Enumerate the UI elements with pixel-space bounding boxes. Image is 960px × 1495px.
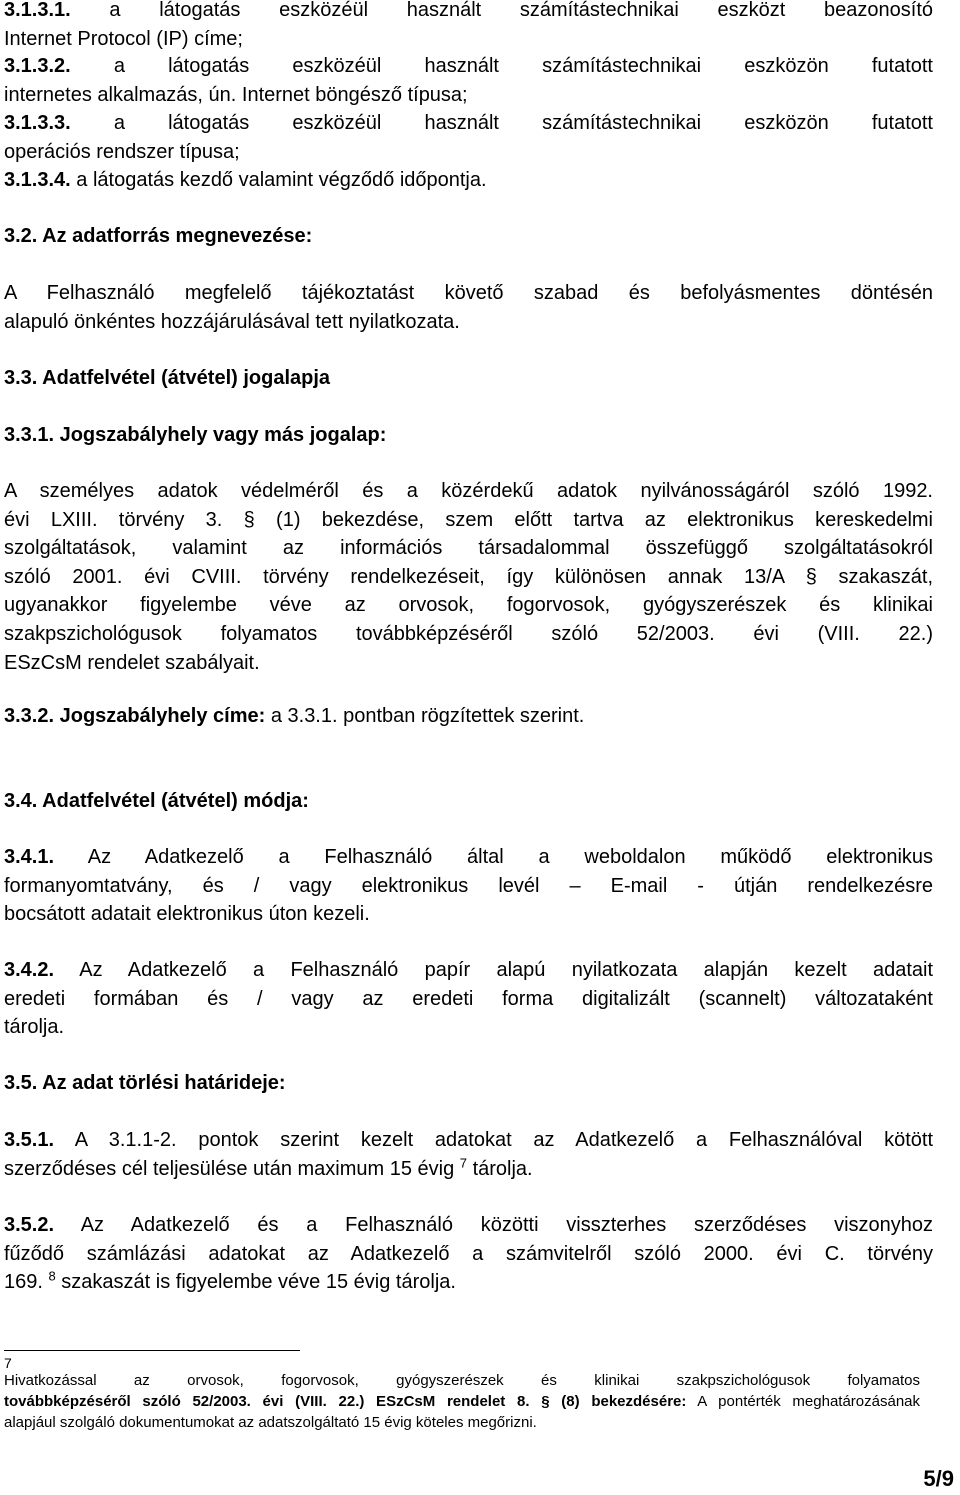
item-number: 3.1.3.2. bbox=[4, 55, 71, 77]
footnote-line: A pontérték meghatározásának bbox=[697, 1393, 921, 1410]
section-heading-3-4: 3.4. Adatfelvétel (átvétel) módja: bbox=[4, 790, 309, 812]
item-label: Jogszabályhely címe: bbox=[59, 705, 266, 727]
footnote-7 bbox=[4, 1356, 920, 1433]
paragraph-line: szóló 2001. évi CVIII. törvény rendelkezéseit, így különösen annak 13/A § szakaszát, bbox=[4, 565, 933, 588]
item-number: 3.3.2. bbox=[4, 705, 55, 727]
section-heading-3-3-1: 3.3.1. Jogszabályhely vagy más jogalap: bbox=[4, 424, 387, 446]
paragraph-line: ugyanakkor figyelembe véve az orvosok, fogorvosok, gyógyszerészek és klinikai bbox=[4, 594, 933, 617]
section-heading-3-5: 3.5. Az adat törlési határideje: bbox=[4, 1072, 286, 1094]
paragraph-3-2 bbox=[4, 279, 933, 336]
section-heading-3-2: 3.2. Az adatforrás megnevezése: bbox=[4, 225, 313, 247]
footnote-ref-7[interactable]: 7 bbox=[459, 1154, 468, 1170]
list-item-3-1-3-2 bbox=[4, 52, 933, 109]
footnote-ref-8[interactable]: 8 bbox=[48, 1268, 56, 1284]
paragraph-3-3-1 bbox=[4, 477, 933, 677]
item-number: 3.4.1. bbox=[4, 846, 55, 868]
footnote-separator bbox=[4, 1350, 300, 1351]
paragraph-line: A Felhasználó megfelelő tájékoztatást követő szabad és befolyásmentes döntésén bbox=[4, 282, 933, 304]
paragraph-line: szakpszichológusok folyamatos továbbképzéséről szóló 52/2003. évi (VIII. 22.) bbox=[4, 622, 933, 645]
footnote-number: 7 bbox=[4, 1355, 12, 1371]
section-heading-3-3: 3.3. Adatfelvétel (átvétel) jogalapja bbox=[4, 367, 331, 389]
paragraph-line: Az Adatkezelő a Felhasználó által a weboldalon működő elektronikus bbox=[87, 846, 934, 868]
paragraph-line: évi LXIII. törvény 3. § (1) bekezdése, szem előtt tartva az elektronikus kereskedelmi bbox=[4, 508, 933, 531]
paragraph-line: A 3.1.1-2. pontok szerint kezelt adatokat az Adatkezelő a Felhasználóval kötött bbox=[74, 1129, 933, 1151]
paragraph-3-3-2 bbox=[4, 702, 933, 731]
paragraph-line: ESzCsM rendelet szabályait. bbox=[4, 651, 260, 674]
item-text: internetes alkalmazás, ún. Internet böngésző típusa; bbox=[4, 83, 468, 106]
item-number: 3.1.3.1. bbox=[4, 0, 71, 21]
item-text: operációs rendszer típusa; bbox=[4, 140, 240, 163]
paragraph-line: bocsátott adatait elektronikus úton kezeli. bbox=[4, 903, 370, 926]
paragraph-3-5-2 bbox=[4, 1211, 933, 1297]
item-number: 3.1.3.3. bbox=[4, 112, 71, 134]
item-number: 3.5.1. bbox=[4, 1129, 55, 1151]
paragraph-3-5-1 bbox=[4, 1126, 933, 1183]
paragraph-line: Az Adatkezelő és a Felhasználó közötti visszterhes szerződéses viszonyhoz bbox=[80, 1214, 934, 1236]
paragraph-3-4-2 bbox=[4, 956, 933, 1042]
paragraph-line: tárolja. bbox=[4, 1016, 65, 1039]
paragraph-line: szolgáltatások, valamint az információs társadalommal összefüggő szolgáltatásokról bbox=[4, 537, 933, 560]
paragraph-line: formanyomtatvány, és / vagy elektronikus levél – E-mail - útján rendelkezésre bbox=[4, 874, 933, 897]
paragraph-line: A személyes adatok védelméről és a közérdekű adatok nyilvánosságáról szóló 1992. bbox=[4, 480, 933, 502]
item-text: Internet Protocol (IP) címe; bbox=[4, 27, 243, 50]
item-number: 3.4.2. bbox=[4, 959, 55, 981]
paragraph-line: alapuló önkéntes hozzájárulásával tett nyilatkozata. bbox=[4, 310, 460, 333]
paragraph-3-4-1 bbox=[4, 843, 933, 929]
footnote-line: továbbképzéséről szóló 52/2003. évi (VIII. 22.) ESzCsM rendelet 8. § (8) bekezdésére: bbox=[4, 1393, 687, 1410]
paragraph-line: szerződéses cél teljesülése után maximum 15 évig bbox=[4, 1157, 455, 1180]
item-number: 3.1.3.4. bbox=[4, 169, 71, 191]
paragraph-line: tárolja. bbox=[472, 1157, 533, 1180]
item-text: a 3.3.1. pontban rögzítettek szerint. bbox=[270, 705, 585, 727]
item-text: a látogatás eszközéül használt számítástechnikai eszközt beazonosító bbox=[109, 0, 934, 21]
footnote-line: Hivatkozással az orvosok, fogorvosok, gyógyszerészek és klinikai szakpszichológusok folyamatos bbox=[4, 1372, 920, 1389]
paragraph-line: szakaszát is figyelembe véve 15 évig tárolja. bbox=[61, 1271, 456, 1294]
list-item-3-1-3-4 bbox=[4, 166, 933, 195]
list-item-3-1-3-1 bbox=[4, 0, 933, 53]
paragraph-line: 169. bbox=[4, 1271, 43, 1294]
footnote-line: alapjául szolgáló dokumentumokat az adatszolgáltató 15 évig köteles megőrizni. bbox=[4, 1414, 537, 1431]
item-text: a látogatás kezdő valamint végződő időpontja. bbox=[76, 169, 487, 191]
paragraph-line: fűződő számlázási adatokat az Adatkezelő a számvitelről szóló 2000. évi C. törvény bbox=[4, 1242, 933, 1265]
paragraph-line: Az Adatkezelő a Felhasználó papír alapú nyilatkozata alapján kezelt adatait bbox=[79, 959, 934, 981]
item-number: 3.5.2. bbox=[4, 1214, 55, 1236]
item-text: a látogatás eszközéül használt számítástechnikai eszközön futatott bbox=[113, 112, 933, 134]
paragraph-line: eredeti formában és / vagy az eredeti forma digitalizált (scannelt) változataként bbox=[4, 987, 933, 1010]
list-item-3-1-3-3 bbox=[4, 109, 933, 166]
page-number: 5/9 bbox=[923, 1466, 954, 1491]
item-text: a látogatás eszközéül használt számítástechnikai eszközön futatott bbox=[113, 55, 933, 77]
